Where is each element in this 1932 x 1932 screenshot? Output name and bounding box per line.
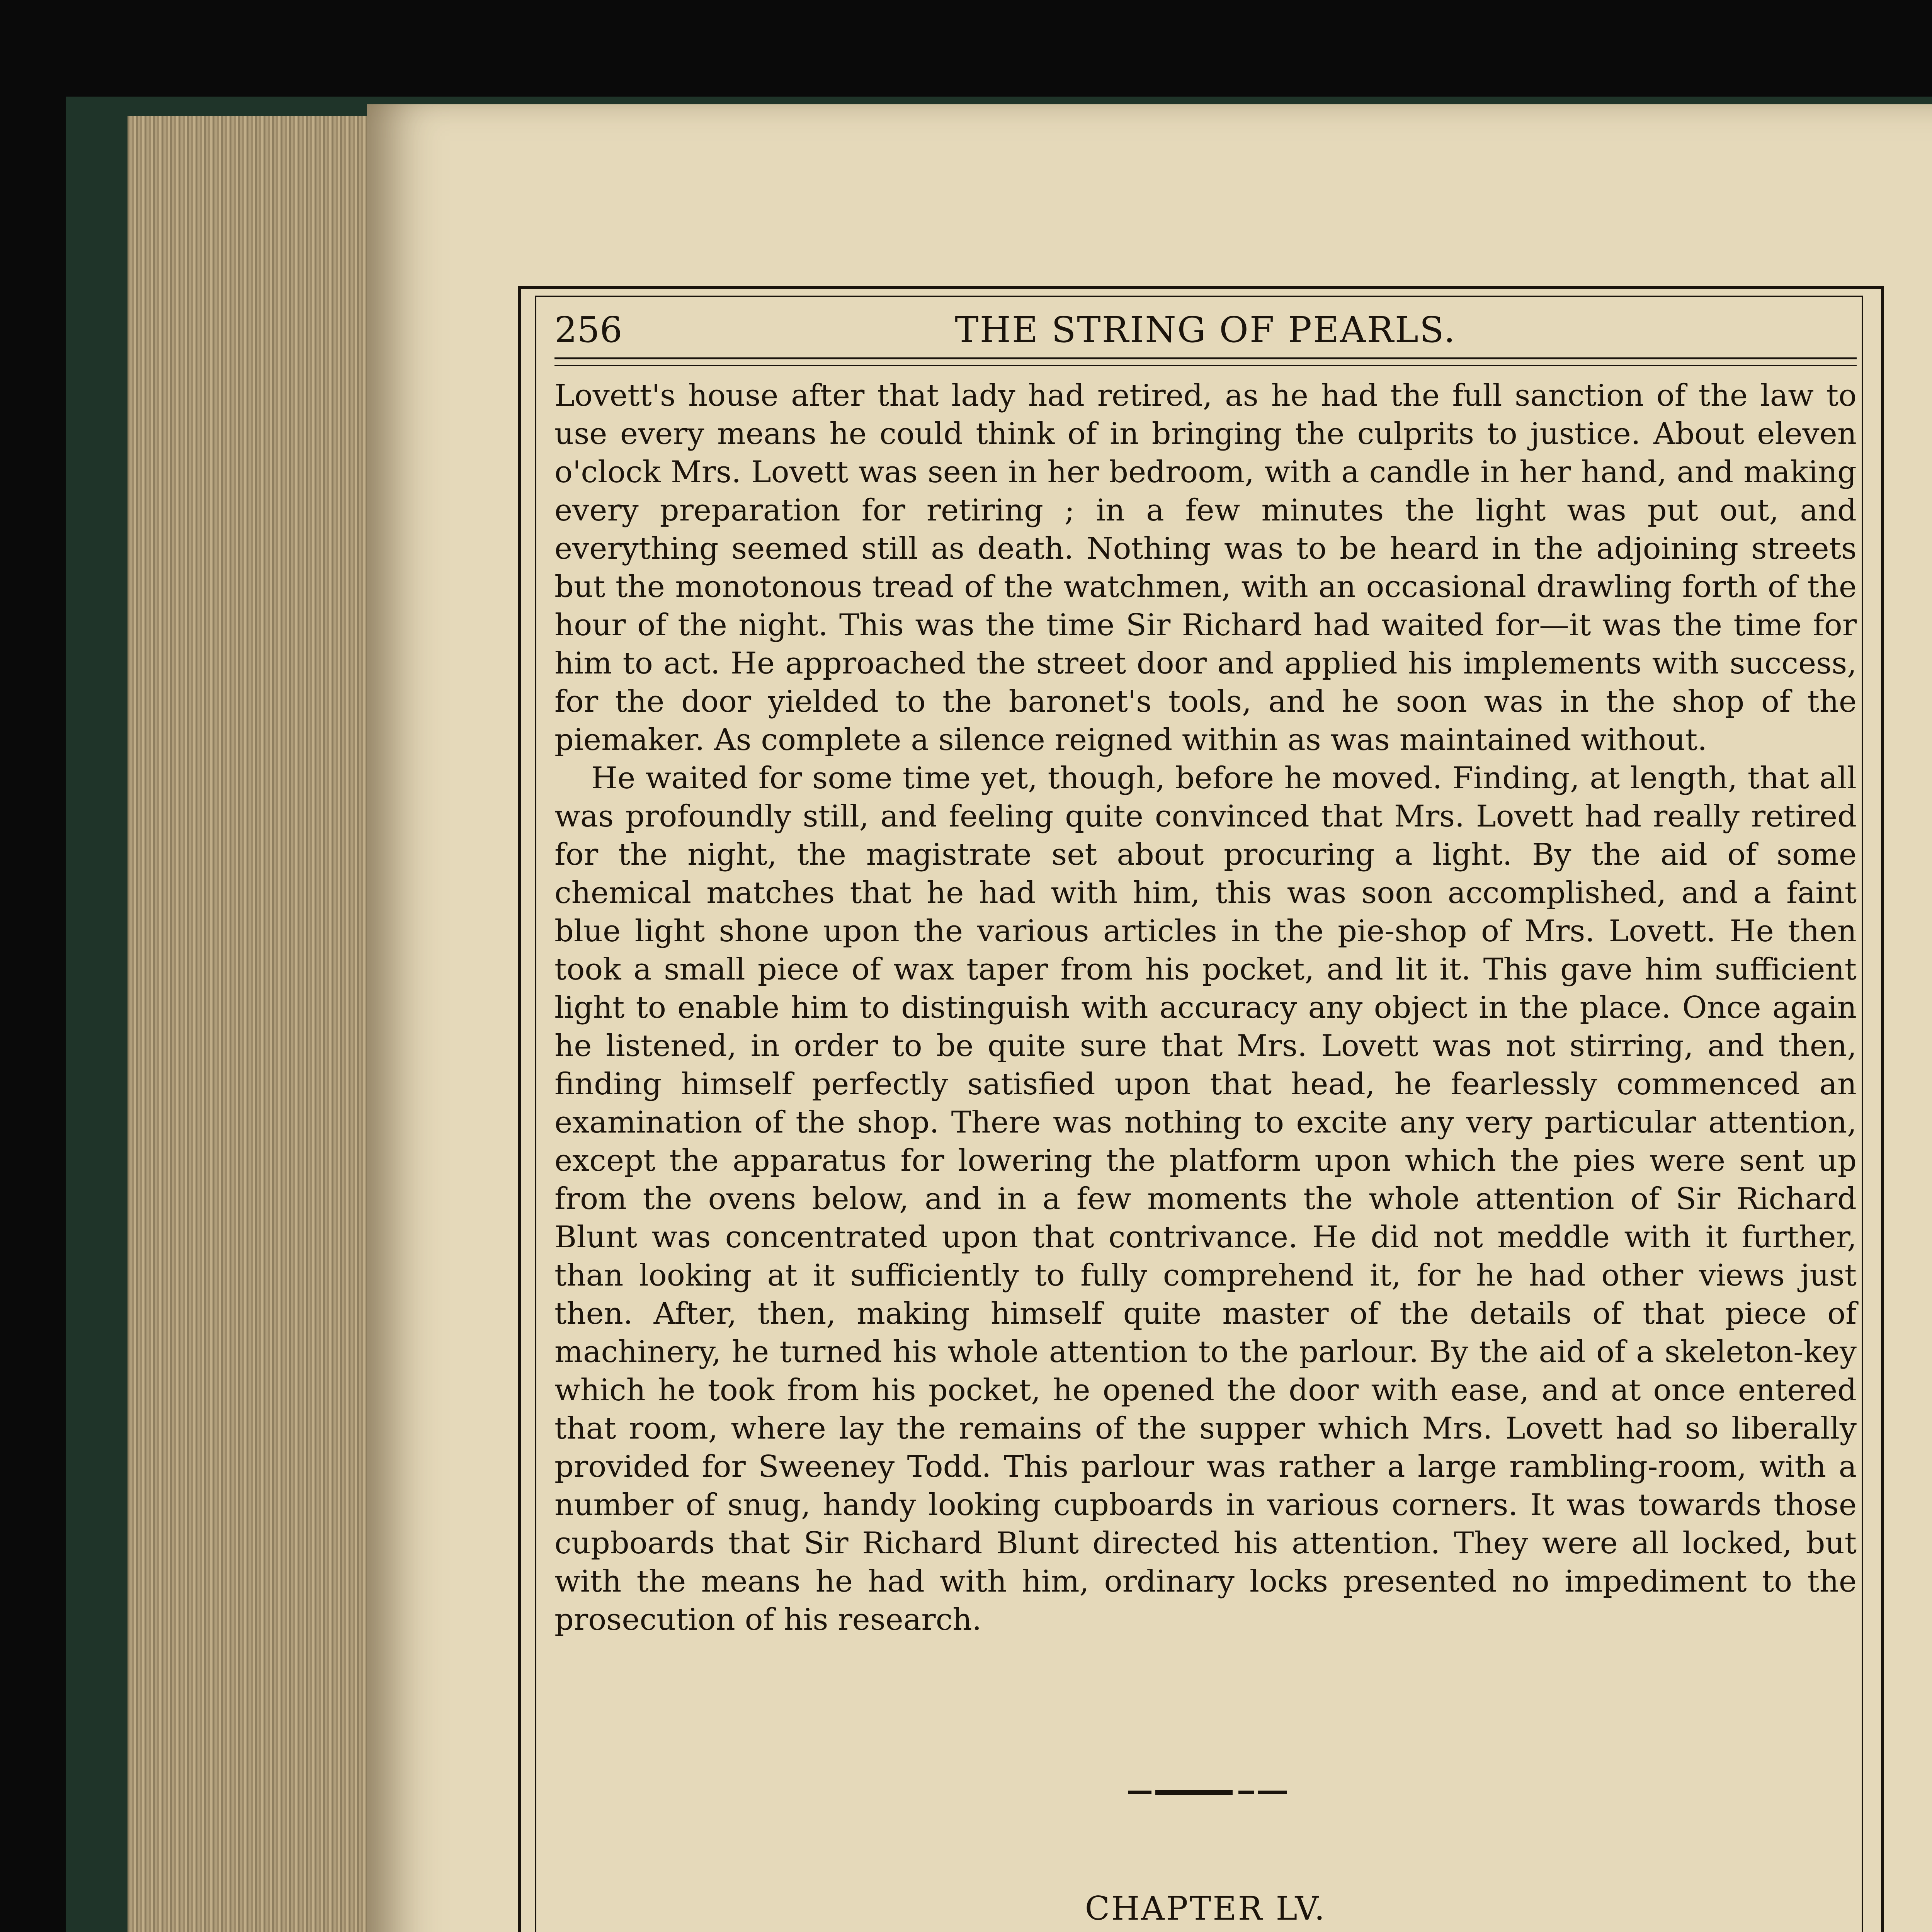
page-number: 256 [554,309,622,350]
section-ornament [1128,1789,1287,1796]
side-advert-strip [1928,1159,1932,1932]
running-head [554,305,1857,359]
head-rule-top [554,357,1857,359]
head-rule-bottom [554,365,1857,366]
page-edges [128,116,367,1932]
running-title: THE STRING OF PEARLS. [955,309,1456,350]
paragraph: Lovett's house after that lady had retired, as he had the full sanction of the law to use every means he could think of in bringing the culprits to justice. About eleven o'clock Mrs. Lovett was seen in her bedroom, with a candle in her hand, and making every preparation for retiring ; in a few minutes the light was put out, and everything seemed still as death. Nothing was to be heard in the adjoining streets but the monotonous tread of the watchmen, with an occasional drawling forth of the hour of the night. This was the time Sir Richard had waited for—it was the time for him to act. He approached the street door and applied his implements with success, for the door yielded to the baronet's tools, and he soon was in the shop of the piemaker. As complete a silence reigned within as was maintained without. [554,378,1857,757]
chapter-title: CHAPTER LV. [1085,1889,1327,1927]
paragraph: He waited for some time yet, though, before he moved. Finding, at length, that all was profoundly still, and feeling quite convinced that Mrs. Lovett had really retired for the night, the magistrate set about procuring a light. By the aid of some chemical matches that he had with him, this was soon accomplished, and a faint blue light shone upon the various articles in the pie-shop of Mrs. Lovett. He then took a small piece of wax taper from his pocket, and lit it. This gave him sufficient light to enable him to distinguish with accuracy any object in the place. Once again he listened, in order to be quite sure that Mrs. Lovett was not stirring, and then, finding himself perfectly satisfied upon that head, he fearlessly commenced an examination of the shop. There was nothing to excite any very particular attention, except the apparatus for lowering the platform upon which the pies were sent up from the ovens below, and in a few moments the whole attention of Sir Richard Blunt was concentrated upon that contrivance. He did not meddle with it further, than looking at it sufficiently to fully comprehend it, for he had other views just then. After, then, making himself quite master of the details of that piece of machinery, he turned his whole attention to the parlour. By the aid of a skeleton-key which he took from his pocket, he opened the door with ease, and at once entered that room, where lay the remains of the supper which Mrs. Lovett had so liberally provided for Sweeney Todd. This parlour was rather a large rambling-room, with a number of snug, handy looking cupboards in various corners. It was towards those cupboards that Sir Richard Blunt directed his attention. They were all locked, but with the means he had with him, ordinary locks presented no impediment to the prosecution of his research. [554,761,1857,1637]
body-text [554,377,1857,1639]
